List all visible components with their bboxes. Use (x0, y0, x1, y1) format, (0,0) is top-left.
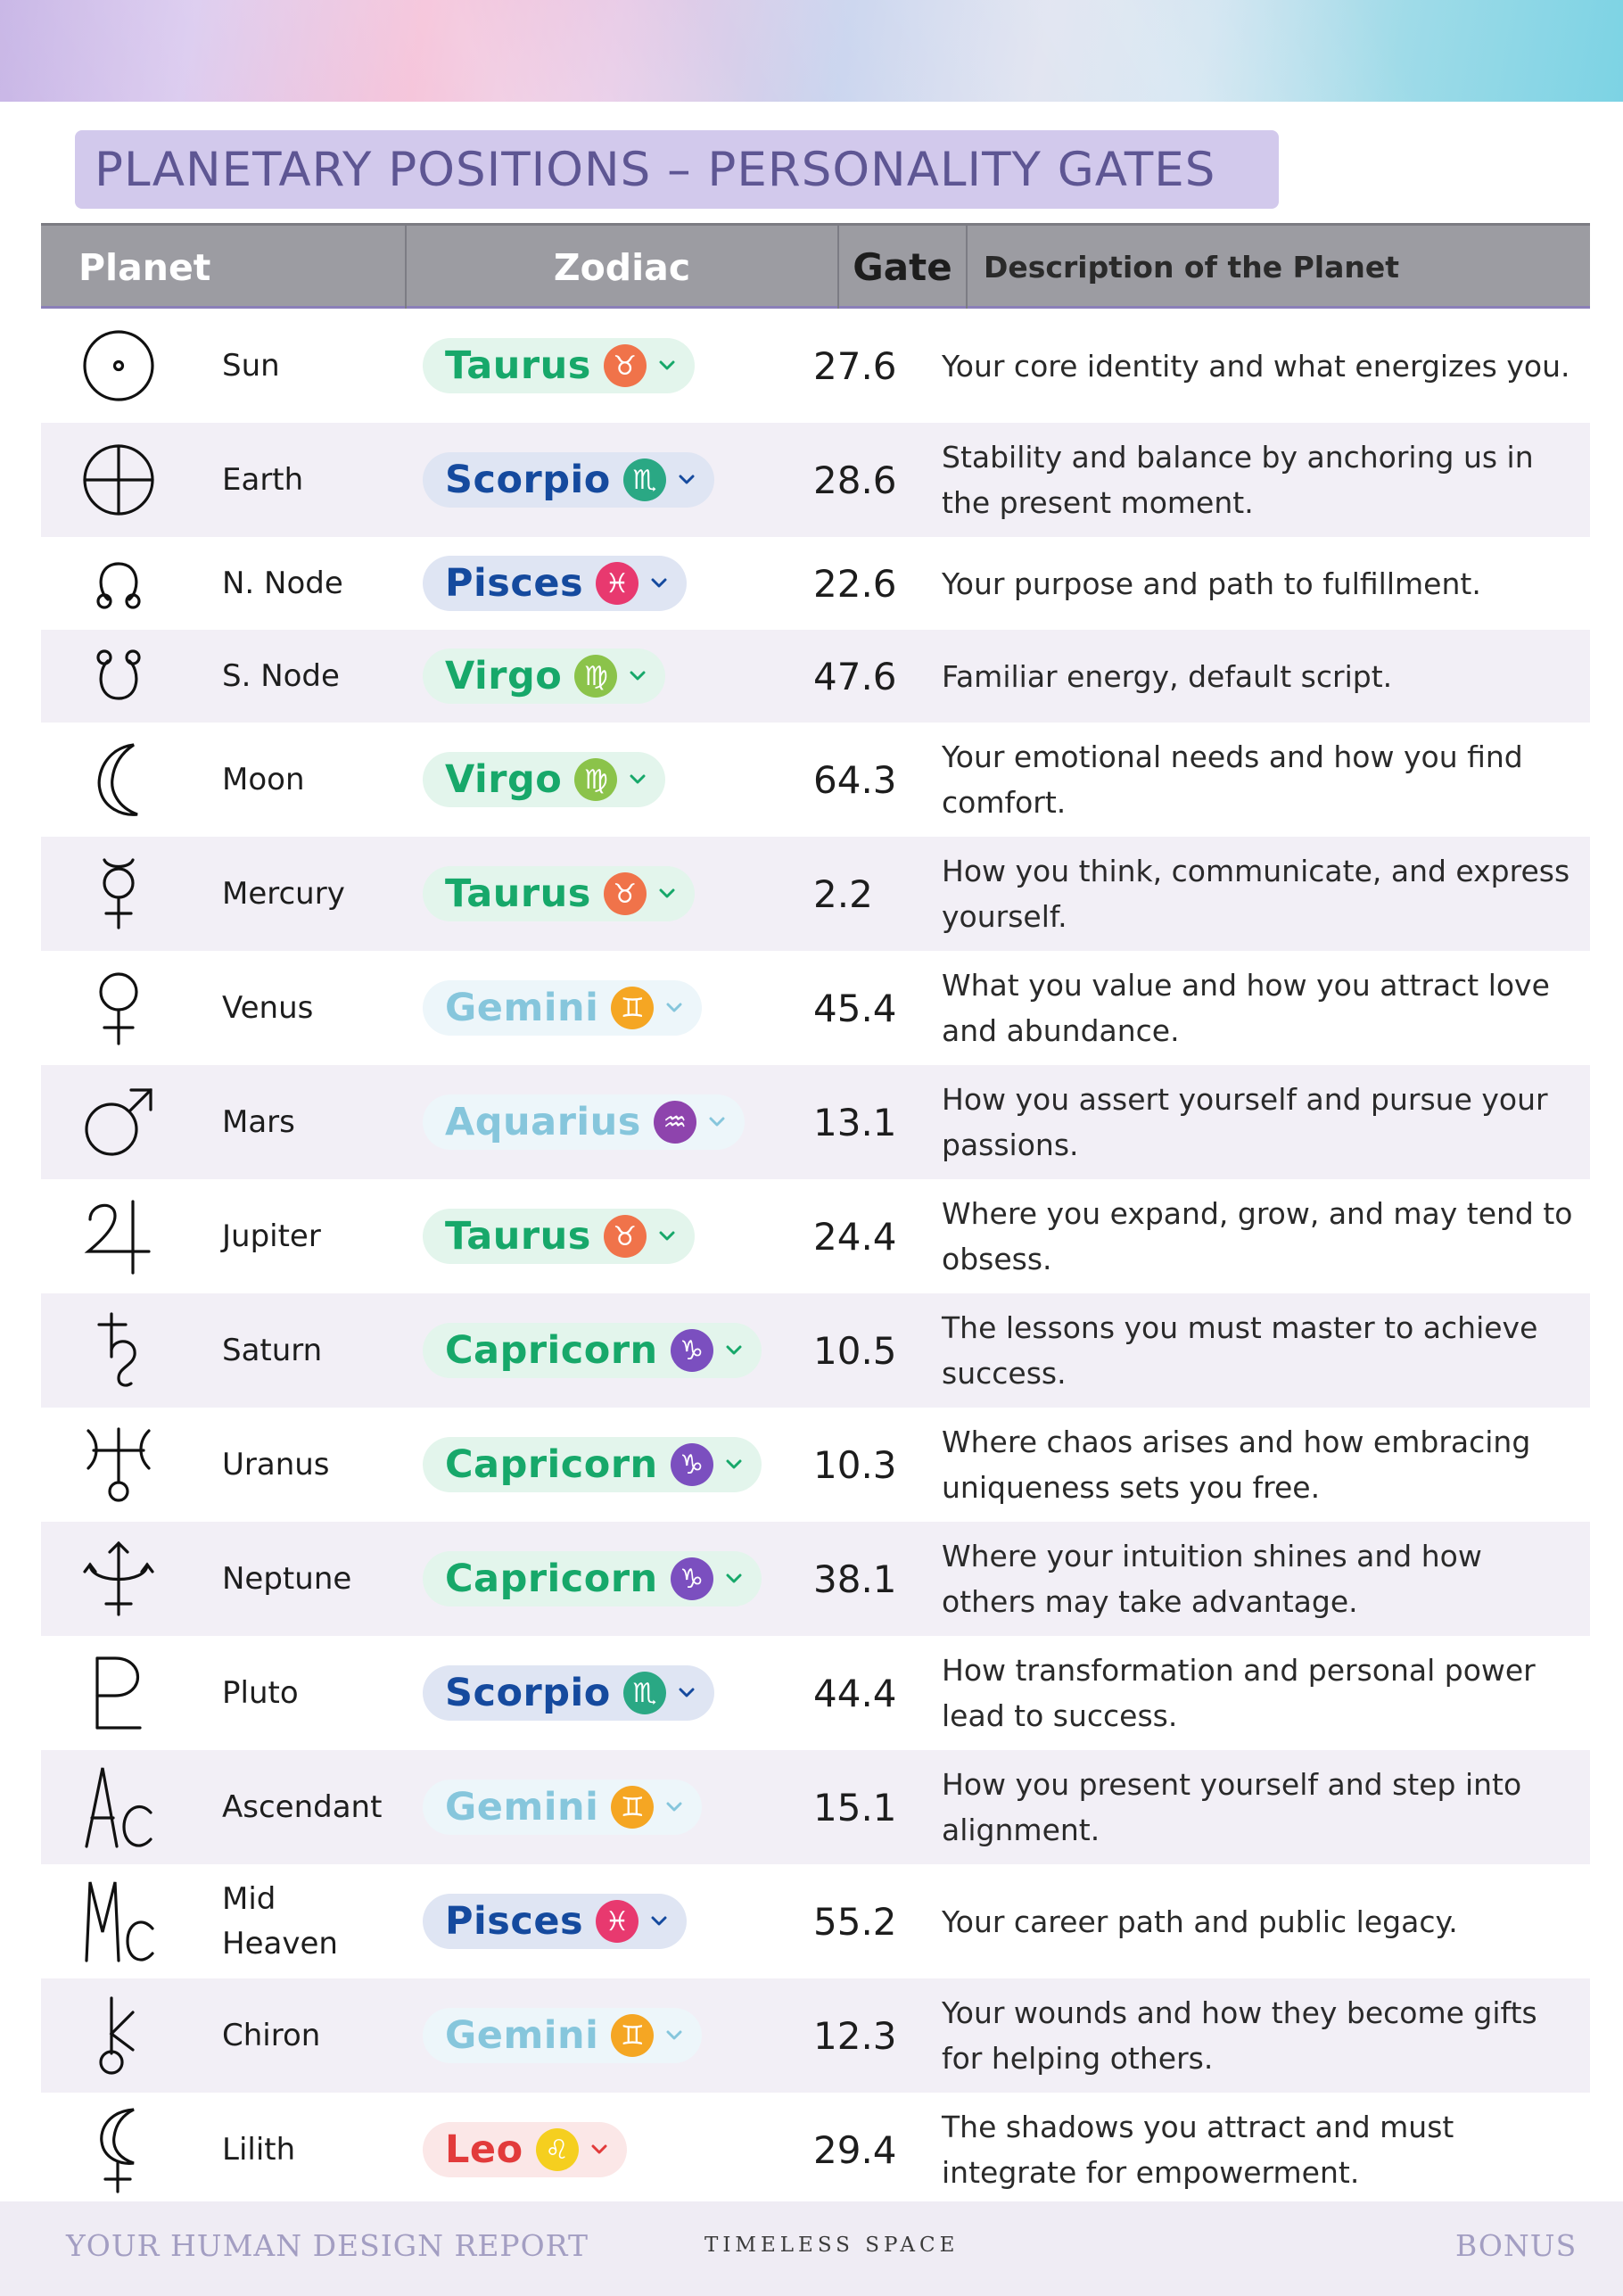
gate-value: 2.2 (813, 871, 873, 916)
footer-report-title: YOUR HUMAN DESIGN REPORT (66, 2228, 589, 2263)
planet-name: Ascendant (222, 1789, 383, 1825)
chevron-down-icon (591, 2142, 607, 2158)
table-row (41, 1179, 1590, 1293)
zodiac-name: Taurus (445, 343, 591, 388)
saturn-icon (78, 1293, 159, 1408)
chevron-down-icon (679, 472, 695, 488)
chevron-down-icon (659, 358, 675, 374)
zodiac-select[interactable] (423, 980, 702, 1036)
zodiac-select[interactable] (423, 648, 665, 704)
table-row (41, 423, 1590, 537)
zodiac-name: Capricorn (445, 1442, 658, 1487)
table-row (41, 951, 1590, 1065)
planet-name: Mars (222, 1104, 295, 1140)
table-row (41, 630, 1590, 723)
planet-description: Where chaos arises and how embracing uniqueness sets you free. (942, 1425, 1531, 1505)
zodiac-select[interactable] (423, 1094, 745, 1150)
planet-table (41, 223, 1590, 2190)
chevron-down-icon (666, 1799, 682, 1815)
zodiac-name: Scorpio (445, 1671, 611, 1715)
zodiac-select[interactable] (423, 1323, 762, 1378)
table-row (41, 723, 1590, 837)
planet-description: Stability and balance by anchoring us in the present moment. (942, 440, 1534, 520)
chevron-down-icon (651, 1913, 667, 1929)
planet-name: Pluto (222, 1675, 299, 1711)
table-row (41, 1864, 1590, 1978)
neptune-icon (78, 1522, 159, 1636)
chevron-down-icon (630, 668, 646, 684)
table-row (41, 309, 1590, 423)
zodiac-name: Virgo (445, 654, 563, 698)
zodiac-name: Gemini (445, 986, 599, 1030)
chiron-icon (78, 1978, 159, 2093)
table-row (41, 1293, 1590, 1408)
gemini-icon: ♊ (611, 1786, 654, 1829)
chevron-down-icon (666, 1000, 682, 1016)
gate-value: 10.3 (813, 1442, 897, 1487)
planet-name: S. Node (222, 658, 340, 694)
zodiac-select[interactable] (423, 752, 665, 807)
zodiac-select[interactable] (423, 1894, 687, 1949)
title-box (75, 130, 1279, 209)
zodiac-select[interactable] (423, 452, 714, 508)
zodiac-name: Taurus (445, 871, 591, 916)
zodiac-name: Virgo (445, 757, 563, 802)
earth-icon (78, 423, 159, 537)
planet-name: Mid Heaven (222, 1881, 338, 1962)
planet-description: Where you expand, grow, and may tend to obsess. (942, 1196, 1573, 1276)
planet-name: N. Node (222, 566, 343, 601)
gate-value: 15.1 (813, 1785, 897, 1829)
scorpio-icon: ♏ (623, 1672, 666, 1714)
ascendant-icon (78, 1750, 159, 1864)
chevron-down-icon (709, 1114, 725, 1130)
chevron-down-icon (666, 2028, 682, 2044)
gate-value: 29.4 (813, 2127, 897, 2172)
planet-name: Neptune (222, 1561, 352, 1597)
scorpio-icon: ♏ (623, 458, 666, 501)
planet-description: The lessons you must master to achieve success. (942, 1310, 1538, 1391)
venus-icon (78, 951, 159, 1065)
table-row (41, 1750, 1590, 1864)
aquarius-icon: ♒ (654, 1101, 696, 1144)
gate-value: 24.4 (813, 1214, 897, 1259)
planet-name: Jupiter (222, 1218, 321, 1254)
zodiac-name: Capricorn (445, 1328, 658, 1373)
planet-description: How you present yourself and step into alignment. (942, 1767, 1522, 1847)
leo-icon: ♌ (536, 2128, 579, 2171)
table-row (41, 1065, 1590, 1179)
planet-description: Your emotional needs and how you find comfort. (942, 739, 1523, 820)
planet-description: How you think, communicate, and express yourself. (942, 854, 1570, 934)
gate-value: 12.3 (813, 2013, 897, 2058)
chevron-down-icon (726, 1342, 742, 1359)
planet-name: Mercury (222, 876, 345, 912)
column-header-gate: Gate (839, 226, 968, 309)
gate-value: 44.4 (813, 1671, 897, 1715)
chevron-down-icon (679, 1685, 695, 1701)
planet-description: Your wounds and how they become gifts for helping others. (942, 1995, 1537, 2076)
uranus-icon (78, 1408, 159, 1522)
jupiter-icon (78, 1179, 159, 1293)
planet-description: How transformation and personal power lead to success. (942, 1653, 1536, 1733)
planet-name: Earth (222, 462, 304, 498)
chevron-down-icon (630, 772, 646, 788)
gate-value: 10.5 (813, 1328, 897, 1373)
zodiac-select[interactable] (423, 556, 687, 611)
planet-description: Familiar energy, default script. (942, 658, 1393, 694)
sun-icon (78, 309, 159, 423)
planet-description: Where your intuition shines and how others may take advantage. (942, 1539, 1482, 1619)
zodiac-select[interactable] (423, 1437, 762, 1492)
gate-value: 64.3 (813, 757, 897, 802)
table-row (41, 1978, 1590, 2093)
planet-name: Sun (222, 348, 280, 384)
page-title: PLANETARY POSITIONS – PERSONALITY GATES (95, 142, 1216, 197)
zodiac-select[interactable] (423, 1780, 702, 1835)
zodiac-name: Pisces (445, 1899, 584, 1944)
zodiac-name: Scorpio (445, 458, 611, 502)
pisces-icon: ♓ (596, 562, 638, 605)
capricorn-icon: ♑ (671, 1329, 713, 1372)
virgo-icon: ♍ (574, 758, 617, 801)
planet-description: Your core identity and what energizes you. (942, 348, 1570, 384)
planet-name: Venus (222, 990, 314, 1026)
capricorn-icon: ♑ (671, 1443, 713, 1486)
chevron-down-icon (726, 1457, 742, 1473)
capricorn-icon: ♑ (671, 1557, 713, 1600)
zodiac-select[interactable] (423, 1551, 762, 1606)
zodiac-name: Gemini (445, 2013, 599, 2058)
zodiac-name: Gemini (445, 1785, 599, 1829)
header-banner (0, 0, 1623, 102)
table-row (41, 1408, 1590, 1522)
north-node-icon (78, 537, 159, 630)
zodiac-select[interactable] (423, 1209, 695, 1264)
column-header-description: Description of the Planet (984, 250, 1399, 285)
zodiac-select[interactable] (423, 2122, 627, 2177)
planet-name: Saturn (222, 1333, 323, 1368)
chevron-down-icon (651, 575, 667, 591)
mercury-icon (78, 837, 159, 951)
pisces-icon: ♓ (596, 1900, 638, 1943)
zodiac-select[interactable] (423, 866, 695, 921)
midheaven-icon (78, 1864, 159, 1978)
zodiac-name: Capricorn (445, 1557, 658, 1601)
planet-description: How you assert yourself and pursue your passions. (942, 1082, 1548, 1162)
taurus-icon: ♉ (604, 1215, 647, 1258)
zodiac-name: Aquarius (445, 1100, 641, 1144)
gemini-icon: ♊ (611, 987, 654, 1029)
taurus-icon: ♉ (604, 344, 647, 387)
gate-value: 38.1 (813, 1557, 897, 1601)
table-row (41, 1636, 1590, 1750)
column-header-zodiac: Zodiac (407, 226, 839, 309)
table-row (41, 537, 1590, 630)
page-footer (0, 2201, 1623, 2296)
planet-name: Moon (222, 762, 305, 797)
chevron-down-icon (726, 1571, 742, 1587)
zodiac-name: Pisces (445, 561, 584, 606)
planet-name: Lilith (222, 2132, 296, 2168)
south-node-icon (78, 630, 159, 723)
footer-brand: TIMELESS SPACE (704, 2234, 960, 2257)
table-row (41, 1522, 1590, 1636)
gate-value: 27.6 (813, 343, 897, 388)
column-header-planet: Planet (41, 226, 407, 309)
table-row (41, 837, 1590, 951)
pluto-icon (78, 1636, 159, 1750)
moon-icon (78, 723, 159, 837)
table-row (41, 2093, 1590, 2207)
footer-bonus: BONUS (1455, 2228, 1578, 2263)
zodiac-select[interactable] (423, 338, 695, 393)
taurus-icon: ♉ (604, 872, 647, 915)
virgo-icon: ♍ (574, 655, 617, 698)
mars-icon (78, 1065, 159, 1179)
planet-description: The shadows you attract and must integrate for empowerment. (942, 2110, 1454, 2190)
zodiac-name: Taurus (445, 1214, 591, 1259)
gate-value: 22.6 (813, 561, 897, 606)
chevron-down-icon (659, 886, 675, 902)
planet-description: Your purpose and path to fulfillment. (942, 566, 1481, 601)
planet-name: Chiron (222, 2018, 321, 2053)
planet-name: Uranus (222, 1447, 330, 1482)
gate-value: 13.1 (813, 1100, 897, 1144)
gemini-icon: ♊ (611, 2014, 654, 2057)
gate-value: 55.2 (813, 1899, 897, 1944)
planet-description: Your career path and public legacy. (942, 1904, 1458, 1939)
table-header (41, 223, 1590, 309)
planet-description: What you value and how you attract love and abundance. (942, 968, 1550, 1048)
lilith-icon (78, 2093, 159, 2207)
zodiac-name: Leo (445, 2127, 523, 2172)
chevron-down-icon (659, 1228, 675, 1244)
zodiac-select[interactable] (423, 2008, 702, 2063)
gate-value: 28.6 (813, 458, 897, 502)
gate-value: 45.4 (813, 986, 897, 1030)
gate-value: 47.6 (813, 654, 897, 698)
zodiac-select[interactable] (423, 1665, 714, 1721)
